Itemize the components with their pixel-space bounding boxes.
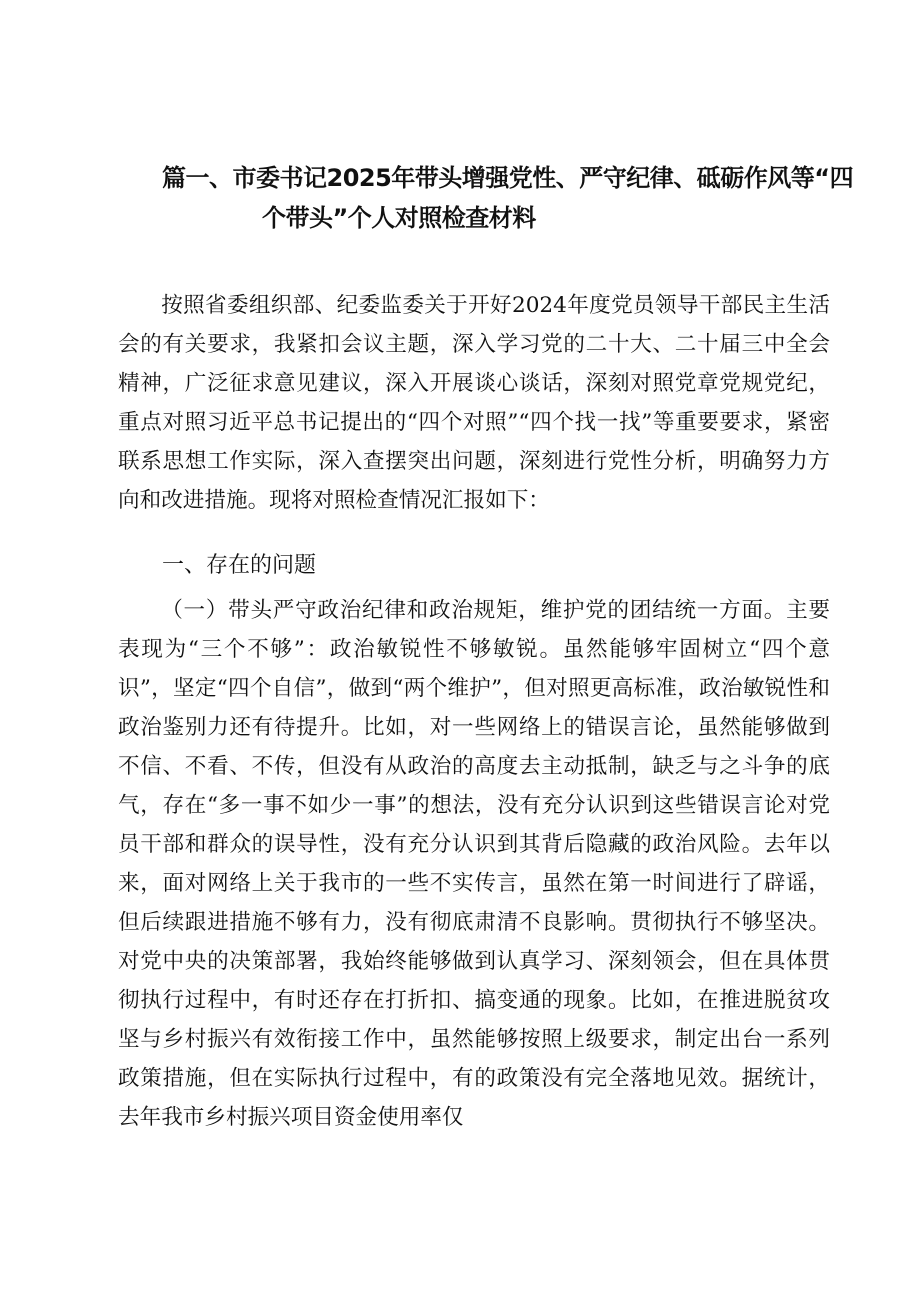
document-title-line-2: 个带头”个人对照检查材料 bbox=[262, 204, 536, 232]
document-title-line-1: 篇一、市委书记2025年带头增强党性、严守纪律、砥砺作风等“四 bbox=[162, 164, 854, 192]
section-heading-problems: 一、存在的问题 bbox=[162, 553, 317, 578]
intro-paragraph: 按照省委组织部、纪委监委关于开好2024年度党员领导干部民主生活会的有关要求，我紧扣会议主题，深入学习党的二十大、二十届三中全会精神，广泛征求意见建议，深入开展谈心谈话，深刻对照党章党规党纪，重点对照习近平总书记提出的“四个对照”“四个找一找”等重要要求，紧密联系思想工作实际，深入查摆突出问题，深刻进行党性分析，明确努力方向和改进措施。现将对照检查情况汇报如下： bbox=[118, 293, 830, 513]
section1-paragraph-1: （一）带头严守政治纪律和政治规矩，维护党的团结统一方面。主要表现为“三个不够”：政治敏锐性不够敏锐。虽然能够牢固树立“四个意识”，坚定“四个自信”，做到“两个维护”，但对照更高标准，政治敏锐性和政治鉴别力还有待提升。比如，对一些网络上的错误言论，虽然能够做到不信、不看、不传，但没有从政治的高度去主动抵制，缺乏与之斗争的底气，存在“多一事不如少一事”的想法，没有充分认识到这些错误言论对党员干部和群众的误导性，没有充分认识到其背后隐藏的政治风险。去年以来，面对网络上关于我市的一些不实传言，虽然在第一时间进行了辟谣，但后续跟进措施不够有力，没有彻底肃清不良影响。贯彻执行不够坚决。对党中央的决策部署，我始终能够做到认真学习、深刻领会，但在具体贯彻执行过程中，有时还存在打折扣、搞变通的现象。比如，在推进脱贫攻坚与乡村振兴有效衔接工作中，虽然能够按照上级要求，制定出台一系列政策措施，但在实际执行过程中，有的政策没有完全落地见效。据统计，去年我市乡村振兴项目资金使用率仅 bbox=[118, 598, 830, 1130]
